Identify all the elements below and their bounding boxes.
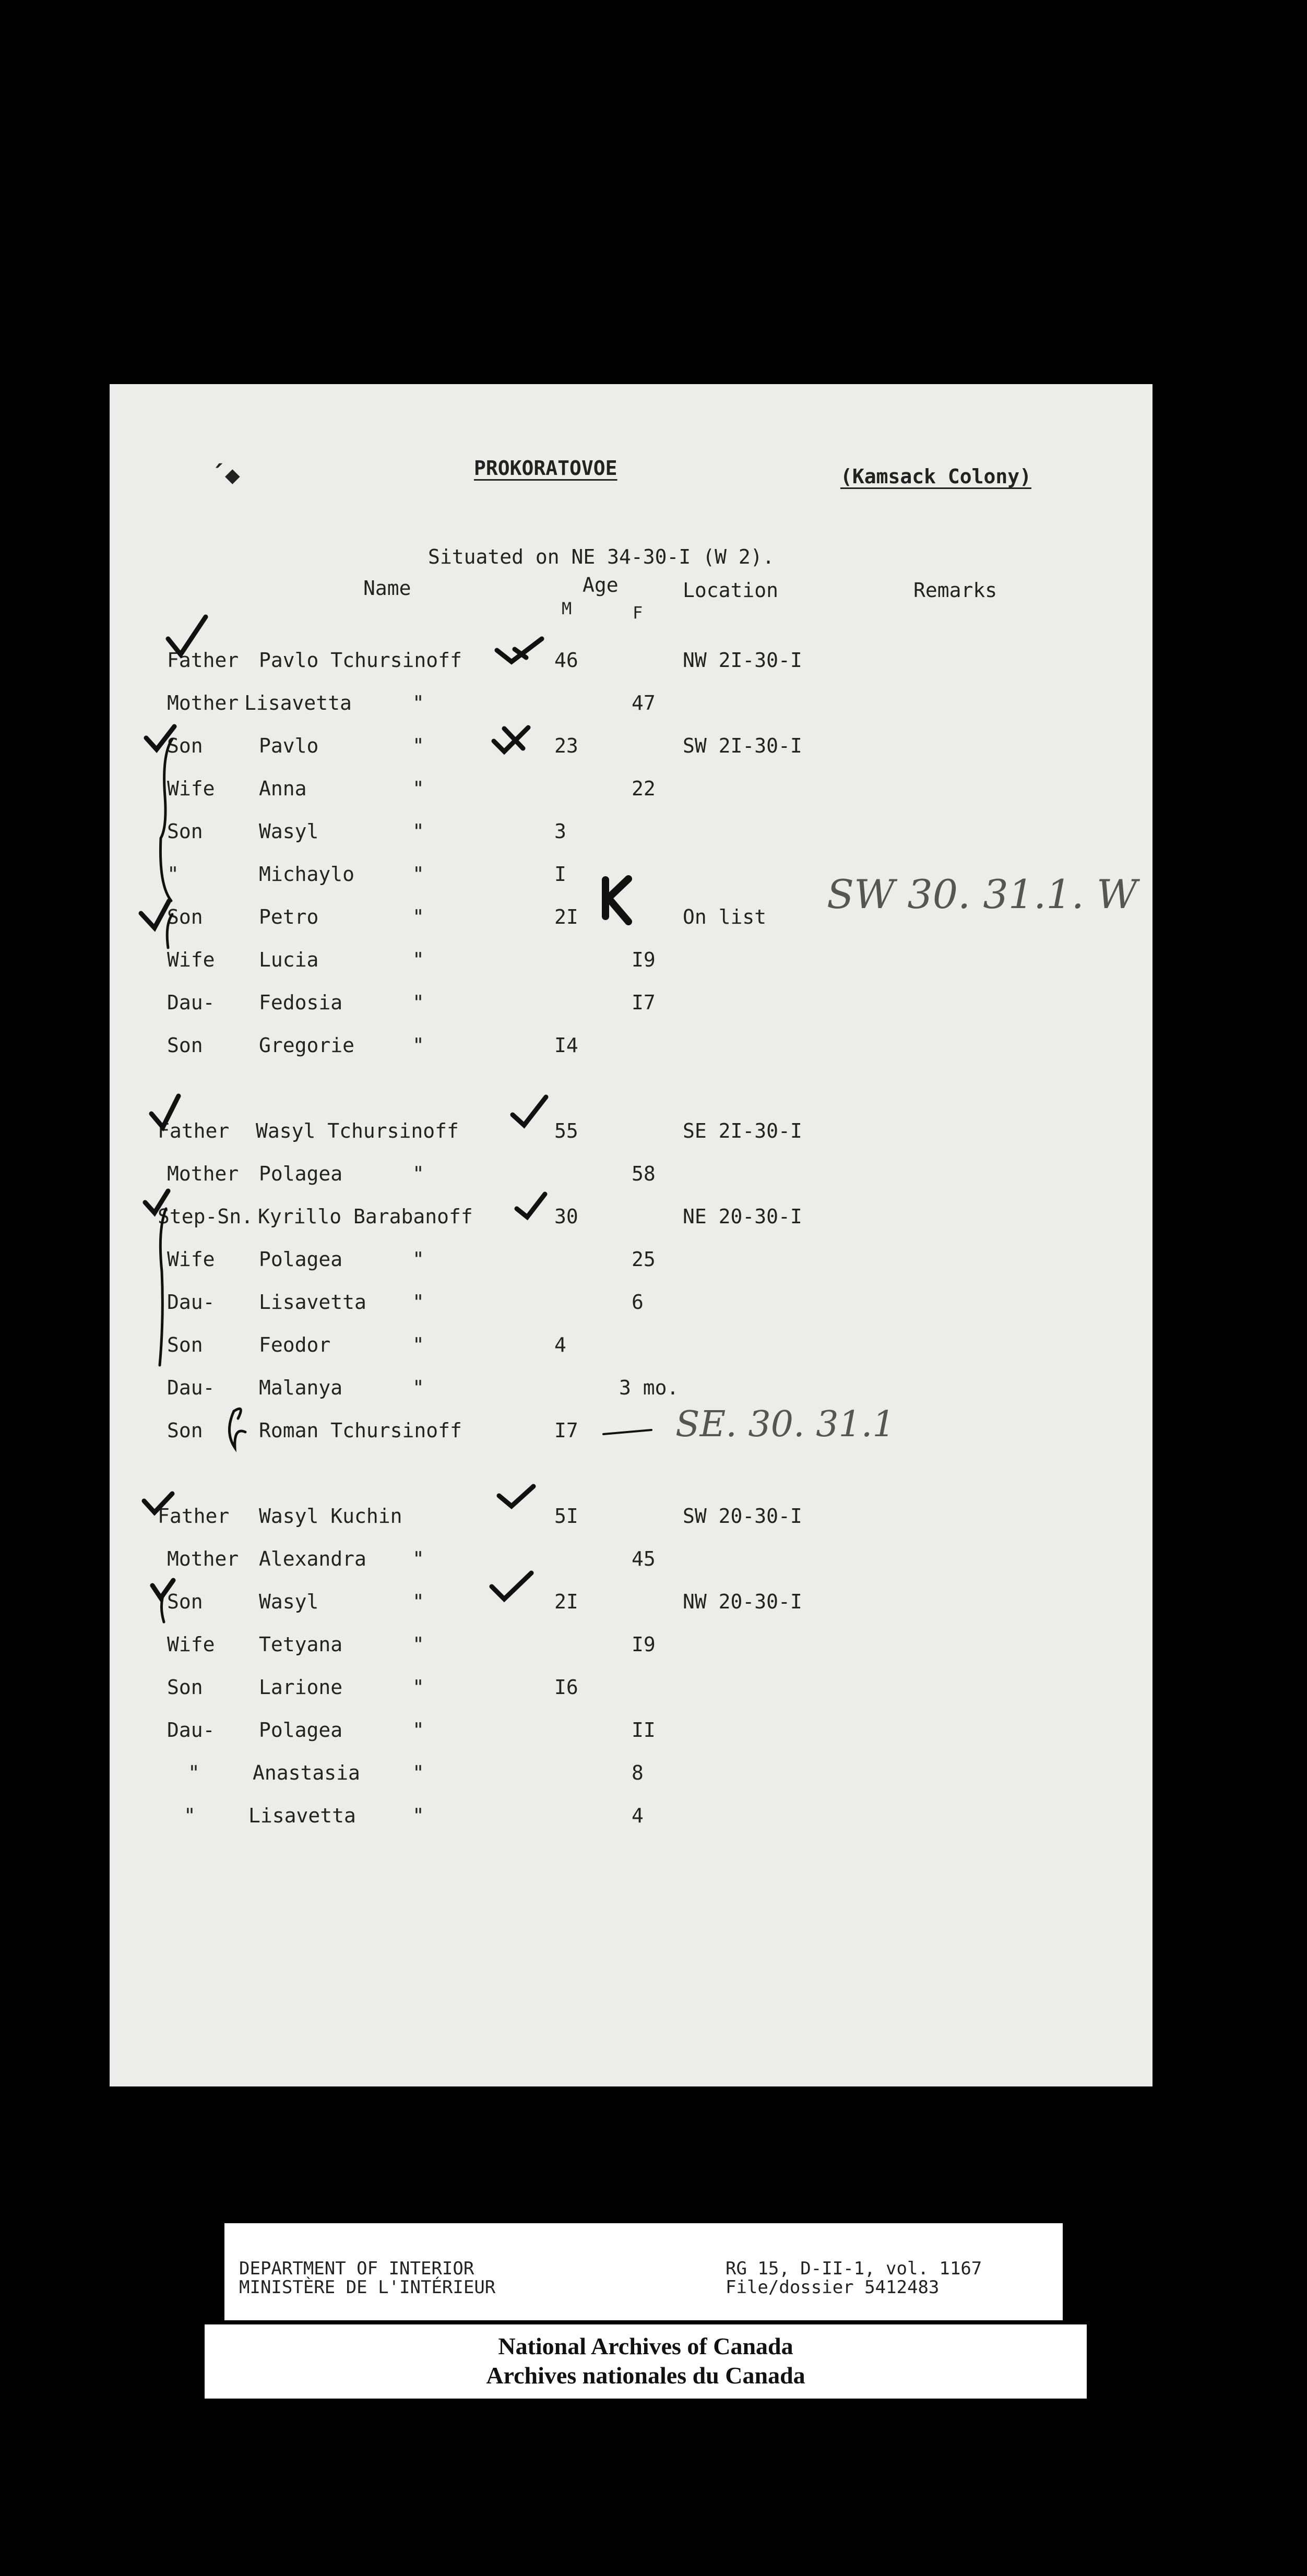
row-ditto: ": [412, 1719, 424, 1742]
row-relation: Mother: [167, 691, 239, 714]
row-ditto: ": [412, 734, 424, 757]
row-age-female: 25: [632, 1248, 656, 1271]
row-age-male: 5I: [554, 1505, 578, 1528]
archives-name-fr: Archives nationales du Canada: [486, 2362, 805, 2389]
row-age-male: 46: [554, 649, 578, 672]
row-name: Polagea: [259, 1248, 343, 1271]
row-relation: Father: [167, 649, 239, 672]
header-age: Age: [583, 574, 619, 597]
row-ditto: ": [412, 905, 424, 928]
row-ditto: ": [412, 1547, 424, 1570]
dept-en: DEPARTMENT OF INTERIOR: [239, 2258, 474, 2279]
row-location: NW 20-30-I: [683, 1590, 802, 1613]
row-name: Anastasia: [253, 1761, 360, 1784]
row-ditto: ": [412, 1761, 424, 1784]
row-name: Anna: [259, 777, 307, 800]
header-male: M: [562, 599, 572, 618]
row-ditto: ": [412, 1034, 424, 1057]
header-location: Location: [683, 579, 779, 602]
row-relation: Wife: [167, 777, 215, 800]
row-age-male: I: [554, 863, 566, 886]
row-name: Lisavetta: [248, 1804, 356, 1827]
row-location: On list: [683, 905, 767, 928]
archives-name-en: National Archives of Canada: [498, 2333, 793, 2359]
row-ditto: ": [412, 991, 424, 1014]
row-name: Tetyana: [259, 1633, 343, 1656]
check-icon: [499, 1486, 533, 1506]
row-age-male: 23: [554, 734, 578, 757]
row-ditto: ": [412, 1676, 424, 1699]
row-age-female: 58: [632, 1162, 656, 1185]
document-page: [110, 384, 1152, 2086]
row-name: Wasyl: [259, 820, 319, 843]
row-age-male: I4: [554, 1034, 578, 1057]
row-age-male: 55: [554, 1119, 578, 1142]
row-name: Wasyl Tchursinoff: [256, 1119, 459, 1142]
row-age-male: 2I: [554, 905, 578, 928]
row-ditto: ": [412, 948, 424, 971]
row-ditto: ": [412, 1248, 424, 1271]
handwritten-remark-petro: SW 30. 31.1. W: [827, 871, 1138, 917]
row-name: Wasyl Kuchin: [259, 1505, 402, 1528]
k-mark: [605, 879, 628, 922]
row-age-female: 22: [632, 777, 656, 800]
row-age-female: I7: [632, 991, 656, 1014]
row-name: Lucia: [259, 948, 319, 971]
row-age-male: 2I: [554, 1590, 578, 1613]
row-relation: Mother: [167, 1547, 239, 1570]
row-relation: Son: [167, 905, 203, 928]
row-name: Lisavetta: [244, 691, 352, 714]
check-icon: [513, 1097, 546, 1125]
check-marks: [110, 384, 1152, 2086]
row-age-male: I7: [554, 1419, 578, 1442]
check-icon: [494, 728, 528, 752]
row-relation: Dau-: [167, 1719, 215, 1742]
row-relation: Wife: [167, 1248, 215, 1271]
row-age-male: 30: [554, 1205, 578, 1228]
row-age-female: 4: [632, 1804, 644, 1827]
family-bracket: [160, 1209, 166, 1365]
row-age-female: 6: [632, 1291, 644, 1314]
check-icon: [168, 617, 206, 654]
row-relation: Son: [167, 1590, 203, 1613]
family-bracket: [160, 739, 172, 901]
row-relation: Son: [167, 734, 203, 757]
archive-reference-strip: [224, 2223, 1063, 2320]
check-icon: [141, 901, 169, 928]
family-bracket: [161, 1591, 165, 1622]
row-location: NE 20-30-I: [683, 1205, 802, 1228]
row-relation: Son: [167, 820, 203, 843]
row-relation: Mother: [167, 1162, 239, 1185]
row-ditto: ": [412, 1804, 424, 1827]
row-relation: Dau-: [167, 1291, 215, 1314]
row-location: SE 2I-30-I: [683, 1119, 802, 1142]
header-remarks: Remarks: [913, 579, 997, 602]
reference-number: RG 15, D-II-1, vol. 1167: [726, 2258, 982, 2279]
row-relation: Son: [167, 1333, 203, 1356]
header-name: Name: [363, 577, 411, 600]
row-name: Kyrillo Barabanoff: [258, 1205, 473, 1228]
check-icon: [517, 1194, 545, 1217]
file-number: File/dossier 5412483: [726, 2277, 940, 2298]
header-female: F: [633, 603, 643, 623]
colony-label: (Kamsack Colony): [840, 465, 1032, 488]
situated-line: Situated on NE 34-30-I (W 2).: [428, 545, 775, 568]
document-title: PROKORATOVOE: [474, 457, 617, 480]
row-name: Roman Tchursinoff: [259, 1419, 462, 1442]
corner-mark: ´◆: [210, 460, 240, 490]
row-relation: Son: [167, 1419, 203, 1442]
row-age-male: 3: [554, 820, 566, 843]
row-name: Pavlo Tchursinoff: [259, 649, 462, 672]
check-icon: [492, 1573, 531, 1599]
row-name: Petro: [259, 905, 319, 928]
row-age-female: 47: [632, 691, 656, 714]
row-ditto: ": [412, 1162, 424, 1185]
row-relation: Son: [167, 1676, 203, 1699]
row-relation: Dau-: [167, 991, 215, 1014]
row-name: Lisavetta: [259, 1291, 366, 1314]
row-name: Polagea: [259, 1162, 343, 1185]
row-age-female: 45: [632, 1547, 656, 1570]
row-ditto: ": [412, 1590, 424, 1613]
row-location: SW 2I-30-I: [683, 734, 802, 757]
row-relation: Dau-: [167, 1376, 215, 1399]
row-name: Michaylo: [259, 863, 355, 886]
archives-banner: [205, 2324, 1087, 2399]
row-relation: ": [188, 1761, 200, 1784]
dept-fr: MINISTÈRE DE L'INTÉRIEUR: [239, 2277, 496, 2298]
row-name: Alexandra: [259, 1547, 366, 1570]
row-ditto: ": [412, 1633, 424, 1656]
row-ditto: ": [412, 863, 424, 886]
row-relation: Step-Sn.: [158, 1205, 254, 1228]
row-relation: ": [184, 1804, 196, 1827]
row-age-female: I9: [632, 1633, 656, 1656]
row-location: NW 2I-30-I: [683, 649, 802, 672]
remark-line: [603, 1430, 651, 1434]
row-ditto: ": [412, 1376, 424, 1399]
row-name: Pavlo: [259, 734, 319, 757]
check-icon: [151, 1096, 179, 1127]
row-name: Wasyl: [259, 1590, 319, 1613]
row-name: Feodor: [259, 1333, 331, 1356]
check-icon: [144, 1494, 172, 1512]
signature-mark: [229, 1409, 245, 1448]
row-ditto: ": [412, 1333, 424, 1356]
row-name: Fedosia: [259, 991, 343, 1014]
row-name: Larione: [259, 1676, 343, 1699]
row-age-female: 3 mo.: [619, 1376, 679, 1399]
row-name: Malanya: [259, 1376, 343, 1399]
row-relation: ": [167, 863, 179, 886]
row-ditto: ": [412, 820, 424, 843]
row-relation: Wife: [167, 1633, 215, 1656]
check-icon: [497, 639, 542, 662]
row-age-female: I9: [632, 948, 656, 971]
row-age-female: II: [632, 1719, 656, 1742]
row-age-male: I6: [554, 1676, 578, 1699]
row-age-female: 8: [632, 1761, 644, 1784]
row-relation: Father: [158, 1505, 230, 1528]
row-name: Gregorie: [259, 1034, 355, 1057]
row-relation: Father: [158, 1119, 230, 1142]
row-location: SW 20-30-I: [683, 1505, 802, 1528]
handwritten-remark-roman: SE. 30. 31.1: [675, 1404, 895, 1445]
row-age-male: 4: [554, 1333, 566, 1356]
family-bracket: [167, 914, 172, 948]
row-relation: Wife: [167, 948, 215, 971]
row-name: Polagea: [259, 1719, 343, 1742]
row-relation: Son: [167, 1034, 203, 1057]
row-ditto: ": [412, 1291, 424, 1314]
row-ditto: ": [412, 691, 424, 714]
row-ditto: ": [412, 777, 424, 800]
